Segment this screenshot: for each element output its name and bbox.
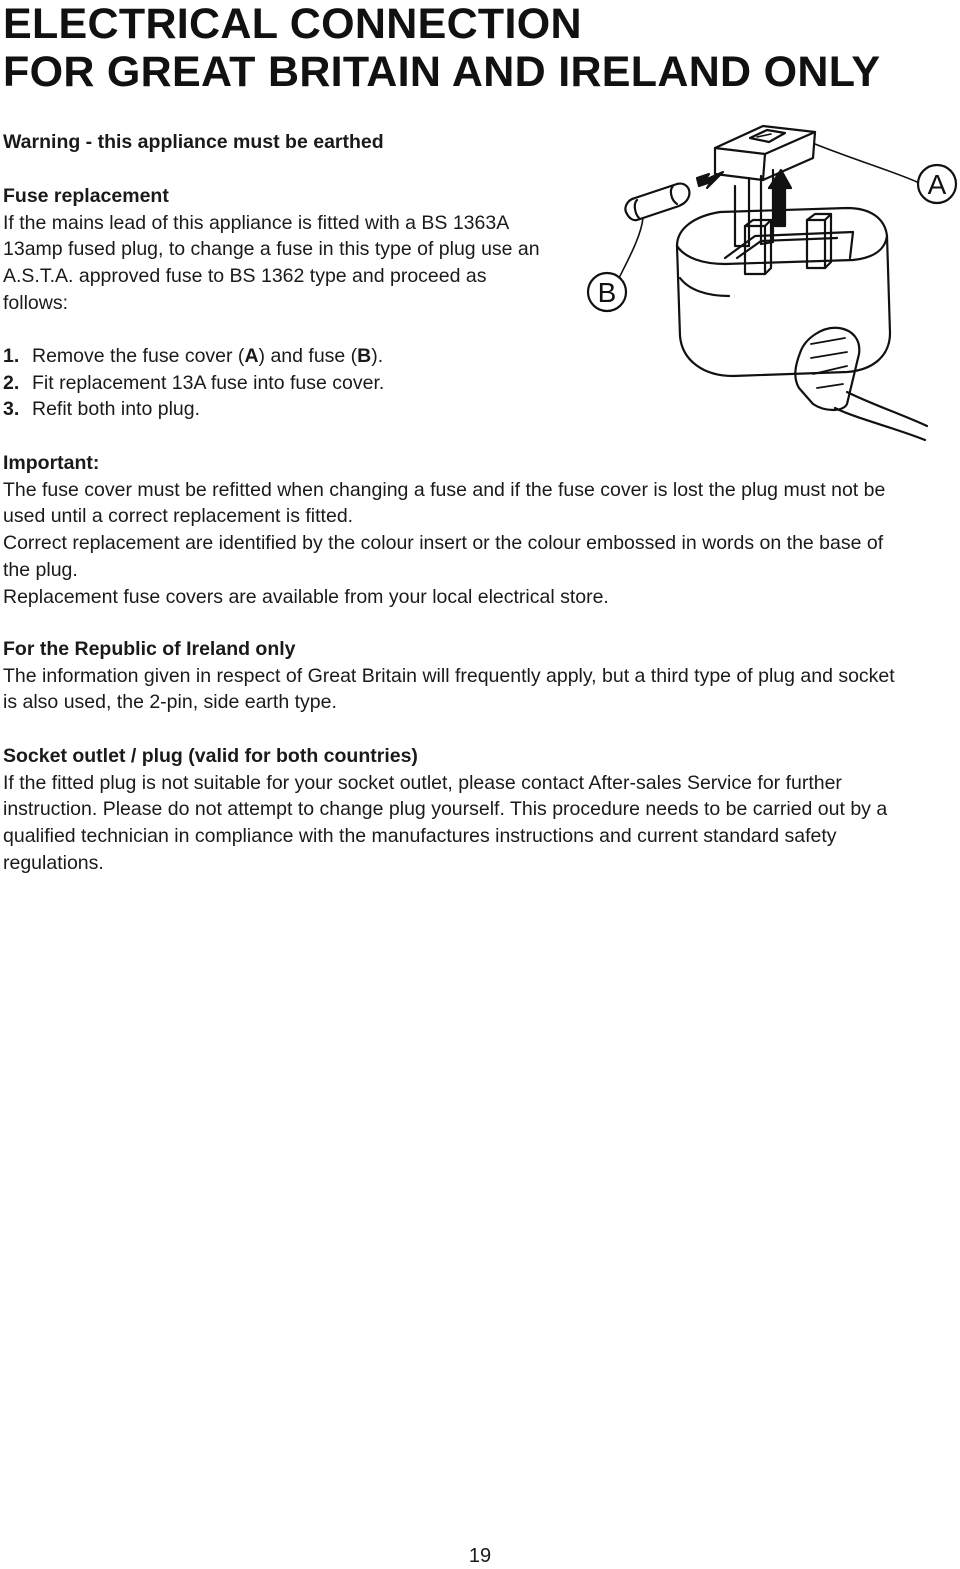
ireland-line: is also used, the 2-pin, side earth type. bbox=[3, 691, 337, 714]
fuse-replacement-line: A.S.T.A. approved fuse to BS 1362 type and proceed as bbox=[3, 265, 487, 288]
label-b-ref: B bbox=[357, 345, 372, 367]
plug-body bbox=[677, 208, 890, 376]
important-line: Replacement fuse covers are available from your local electrical store. bbox=[3, 585, 609, 608]
socket-section bbox=[3, 743, 887, 877]
page-number: 19 bbox=[468, 1545, 492, 1567]
steps-list bbox=[3, 343, 384, 423]
fuse-replacement-line: 13amp fused plug, to change a fuse in this type of plug use an bbox=[3, 238, 540, 261]
socket-line: If the fitted plug is not suitable for your socket outlet, please contact After-sales Service for further bbox=[3, 771, 842, 794]
socket-line: instruction. Please do not attempt to change plug yourself. This procedure needs to be carried out by a bbox=[3, 798, 888, 821]
important-line: The fuse cover must be refitted when changing a fuse and if the fuse cover is lost the plug must not be bbox=[3, 478, 886, 501]
important-line: Correct replacement are identified by the colour insert or the colour embossed in words on the base of bbox=[3, 532, 884, 555]
important-section bbox=[3, 450, 885, 610]
page-title bbox=[3, 0, 880, 96]
left-arrow-icon bbox=[697, 172, 723, 188]
step-item: 3. Refit both into plug. bbox=[3, 396, 384, 423]
important-heading: Important: bbox=[3, 452, 100, 474]
fuse-replacement-line: follows: bbox=[3, 291, 69, 314]
important-line: used until a correct replacement is fitted. bbox=[3, 505, 354, 528]
ireland-heading: For the Republic of Ireland only bbox=[3, 638, 296, 660]
plug-fuse-diagram bbox=[585, 108, 960, 448]
step-number: 2. bbox=[3, 371, 20, 394]
label-a: A bbox=[927, 169, 947, 200]
fuse-replacement-line: If the mains lead of this appliance is fitted with a BS 1363A bbox=[3, 211, 510, 234]
important-line: the plug. bbox=[3, 558, 78, 581]
fuse-b bbox=[625, 184, 689, 221]
fuse-replacement-section bbox=[3, 183, 540, 317]
fuse-replacement-heading: Fuse replacement bbox=[3, 185, 169, 207]
socket-line: regulations. bbox=[3, 851, 104, 874]
step-number: 3. bbox=[3, 398, 20, 421]
socket-line: qualified technician in compliance with the manufactures instructions and current standard safety bbox=[3, 825, 837, 848]
title-line-2: FOR GREAT BRITAIN AND IRELAND ONLY bbox=[3, 48, 881, 96]
step-item: 2. Fit replacement 13A fuse into fuse cover. bbox=[3, 370, 384, 397]
label-b: B bbox=[597, 277, 617, 308]
warning-text: Warning - this appliance must be earthed bbox=[3, 131, 384, 153]
step-item: 1. Remove the fuse cover (A) and fuse (B). bbox=[3, 343, 384, 370]
socket-heading: Socket outlet / plug (valid for both countries) bbox=[3, 745, 418, 767]
ireland-line: The information given in respect of Great Britain will frequently apply, but a third type of plug and socket bbox=[3, 664, 895, 687]
label-a-ref: A bbox=[244, 345, 259, 367]
title-line-1: ELECTRICAL CONNECTION bbox=[3, 0, 582, 48]
step-number: 1. bbox=[3, 345, 20, 367]
ireland-section bbox=[3, 636, 895, 716]
